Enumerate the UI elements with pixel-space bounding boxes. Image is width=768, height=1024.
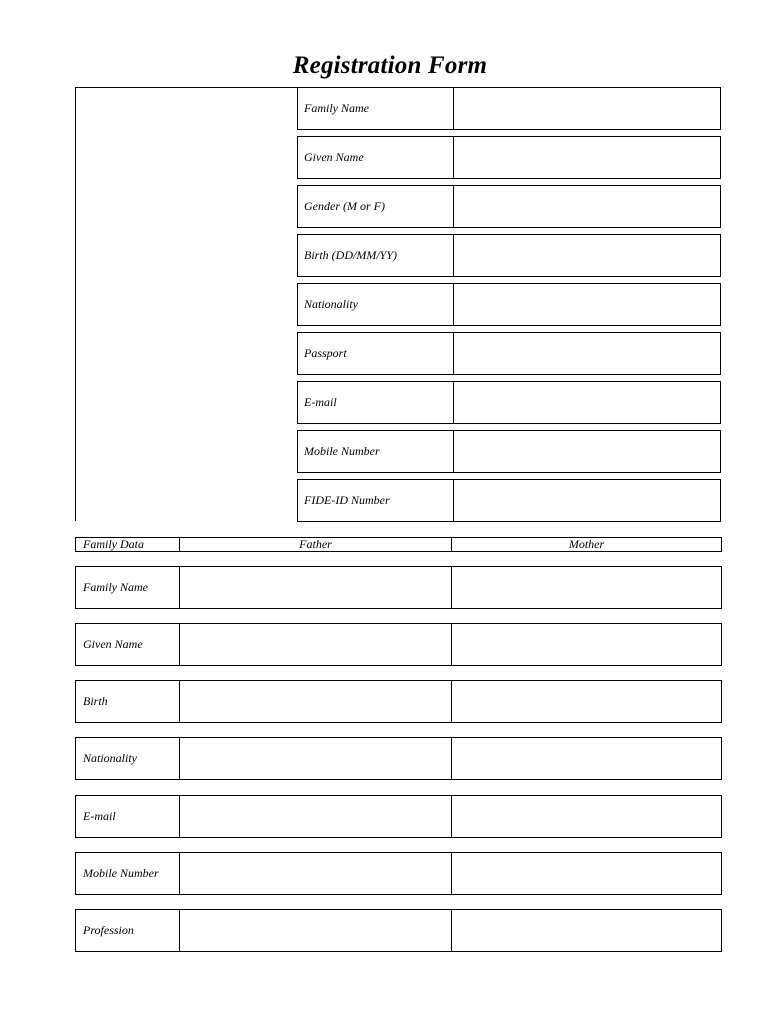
father-birth-field[interactable] — [180, 681, 452, 722]
mother-email-field[interactable] — [452, 796, 721, 837]
birth-field[interactable] — [454, 235, 720, 276]
email-field[interactable] — [454, 382, 720, 423]
family-data-header-label: Family Data — [76, 538, 180, 551]
parent-birth-row — [75, 680, 722, 723]
parent-nationality-row — [75, 737, 722, 780]
parent-birth-label: Birth — [76, 681, 180, 722]
gender-label: Gender (M or F) — [298, 186, 454, 227]
parent-email-row — [75, 795, 722, 838]
email-label: E-mail — [298, 382, 454, 423]
father-mobile-number-field[interactable] — [180, 853, 452, 894]
mobile-number-field[interactable] — [454, 431, 720, 472]
mother-nationality-field[interactable] — [452, 738, 721, 779]
mother-family-name-field[interactable] — [452, 567, 721, 608]
parent-mobile-number-row — [75, 852, 722, 895]
father-given-name-field[interactable] — [180, 624, 452, 665]
father-profession-field[interactable] — [180, 910, 452, 951]
nationality-field[interactable] — [454, 284, 720, 325]
passport-label: Passport — [298, 333, 454, 374]
mobile-number-row — [297, 430, 721, 473]
given-name-field[interactable] — [454, 137, 720, 178]
mother-mobile-number-field[interactable] — [452, 853, 721, 894]
parent-mobile-number-label: Mobile Number — [76, 853, 180, 894]
parent-given-name-row — [75, 623, 722, 666]
family-name-label: Family Name — [298, 88, 454, 129]
father-column-header: Father — [180, 538, 452, 551]
gender-row — [297, 185, 721, 228]
email-row — [297, 381, 721, 424]
mother-given-name-field[interactable] — [452, 624, 721, 665]
parent-profession-row — [75, 909, 722, 952]
mother-birth-field[interactable] — [452, 681, 721, 722]
birth-row — [297, 234, 721, 277]
family-name-row — [297, 87, 721, 130]
parent-profession-label: Profession — [76, 910, 180, 951]
father-email-field[interactable] — [180, 796, 452, 837]
nationality-row — [297, 283, 721, 326]
form-title: Registration Form — [292, 52, 488, 79]
mobile-number-label: Mobile Number — [298, 431, 454, 472]
family-name-field[interactable] — [454, 88, 720, 129]
father-family-name-field[interactable] — [180, 567, 452, 608]
parent-family-name-label: Family Name — [76, 567, 180, 608]
fide-id-row — [297, 479, 721, 522]
gender-field[interactable] — [454, 186, 720, 227]
parent-given-name-label: Given Name — [76, 624, 180, 665]
mother-column-header: Mother — [568, 537, 605, 551]
parent-family-name-row — [75, 566, 722, 609]
passport-field[interactable] — [454, 333, 720, 374]
nationality-label: Nationality — [298, 284, 454, 325]
birth-label: Birth (DD/MM/YY) — [298, 235, 454, 276]
parent-email-label: E-mail — [76, 796, 180, 837]
passport-row — [297, 332, 721, 375]
father-nationality-field[interactable] — [180, 738, 452, 779]
mother-profession-field[interactable] — [452, 910, 721, 951]
fide-id-field[interactable] — [454, 480, 720, 521]
fide-id-label: FIDE-ID Number — [298, 480, 454, 521]
photo-box[interactable] — [75, 87, 298, 521]
parent-nationality-label: Nationality — [76, 738, 180, 779]
given-name-label: Given Name — [298, 137, 454, 178]
family-data-header — [75, 537, 722, 552]
given-name-row — [297, 136, 721, 179]
